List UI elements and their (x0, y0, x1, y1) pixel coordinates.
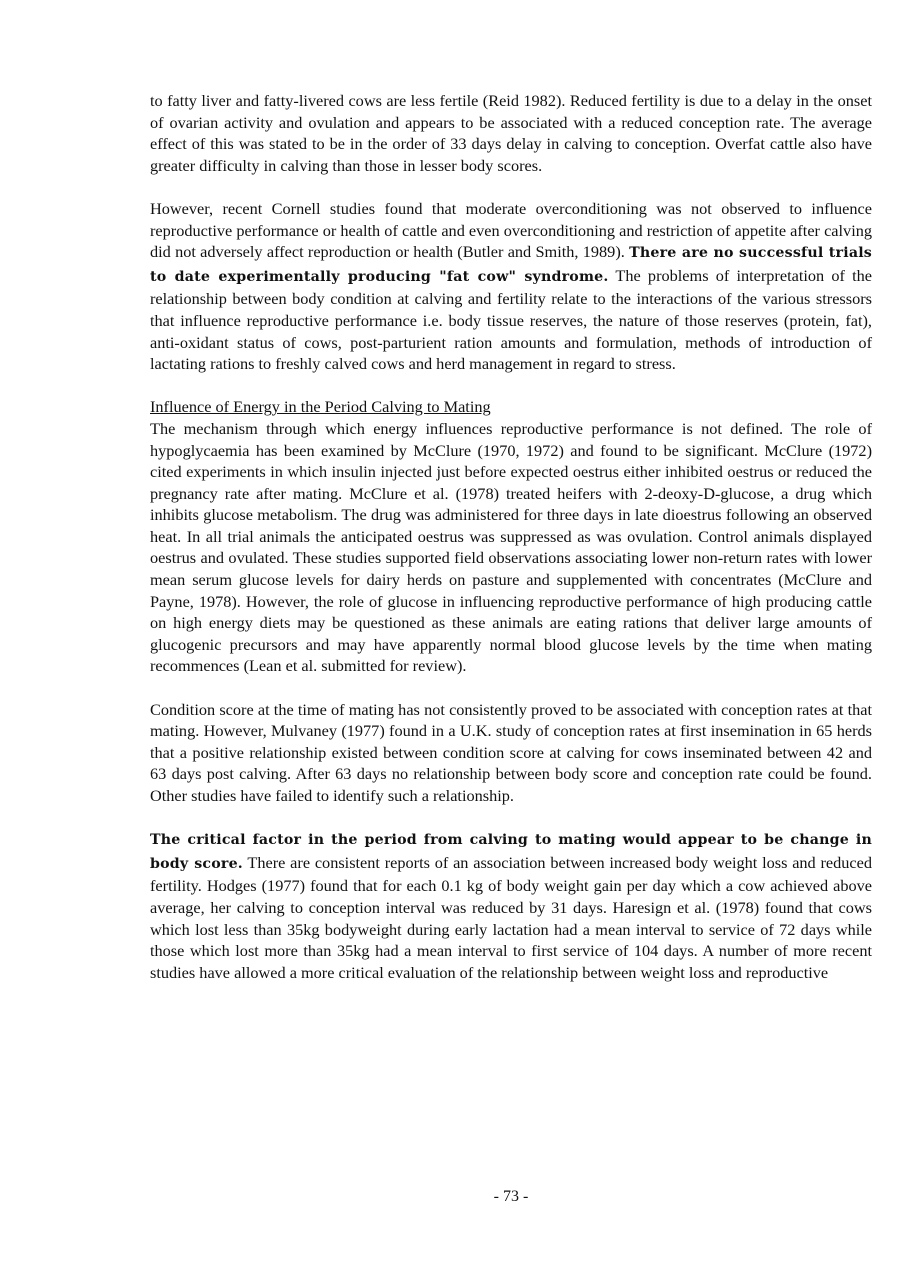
page-number: - 73 - (493, 1188, 529, 1205)
paragraph-text: However, recent Cornell studies found that moderate overconditioning was not observed to influence reproductive performance or health of cattle and even overconditioning and restriction of appetite after calving did not adversely affect reproduction or health (Butler and Smith, 1989). (150, 198, 872, 262)
paragraph-condition-score: Condition score at the time of mating has not consistently proved to be associated with conception rates at that mating. However, Mulvaney (1977) found in a U.K. study of conception rates at first insemination in 65 herds that a positive relationship existed between condition score at calving for cows inseminated between 42 and 63 days post calving. After 63 days no relationship between body score and conception rate could be found. Other studies have failed to identify such a relationship. (150, 699, 872, 805)
paragraph-text: There are consistent reports of an association between increased body weight loss and reduced fertility. Hodges (1977) found that for each 0.1 kg of body weight gain per day which a cow achieved above average, her calving to conception interval was reduced by 31 days. Haresign et al. (1978) found that cows which lost less than 35kg bodyweight during early lactation had a mean interval to service of 72 days while those which lost more than 35kg had a mean interval to first service of 104 days. A number of more recent studies have allowed a more critical evaluation of the relationship between weight loss and reproductive (150, 852, 873, 982)
document-body (150, 90, 872, 1005)
bold-statement: The critical factor in the period from calving to mating would appear to be change in body score. (150, 832, 872, 872)
paragraph-fatty-liver: to fatty liver and fatty-livered cows are less fertile (Reid 1982). Reduced fertility is due to a delay in the onset of ovarian activity and ovulation and appears to be associated with a reduced conception rate. The average effect of this was stated to be in the order of 33 days delay in calving to conception. Overfat cattle also have greater difficulty in calving than those in lesser body scores. (150, 91, 872, 175)
paragraph-text: The problems of interpretation of the relationship between body condition at calving and fertility relate to the interactions of the various stressors that influence reproductive performance i.e. body tissue reserves, the nature of those reserves (protein, fat), anti-oxidant status of cows, post-parturient ration amounts and formulation, methods of introduction of lactating rations to freshly calved cows and herd management in regard to stress. (150, 265, 872, 374)
paragraph-critical-factor (150, 828, 872, 983)
section-heading: Influence of Energy in the Period Calving to Mating (150, 397, 491, 417)
bold-statement: There are no successful trials to date experimentally producing "fat cow" syndrome. (150, 245, 872, 285)
paragraph-energy-mechanism: The mechanism through which energy influences reproductive performance is not defined. The role of hypoglycaemia has been examined by McClure (1970, 1972) and found to be significant. McClure (1972) cited experiments in which insulin injected just before expected oestrus either inhibited oestrus or reduced the pregnancy rate after mating. McClure et al. (1978) treated heifers with 2-deoxy-D-glucose, a drug which inhibits glucose metabolism. The drug was administered for three days in late dioestrus following an observed heat. In all trial animals the anticipated oestrus was suppressed as was ovulation. Control animals displayed oestrus and ovulated. These studies supported field observations associating lower non-return rates with lower mean serum glucose levels for dairy herds on pasture and supplemented with concentrates (McClure and Payne, 1978). However, the role of glucose in influencing reproductive performance of high producing cattle on high energy diets may be questioned as these animals are eating rations that deliver large amounts of glucogenic precursors and may have apparently normal blood glucose levels by the time when mating recommences (Lean et al. submitted for review). (150, 418, 872, 676)
paragraph-cornell-studies (150, 198, 872, 375)
section-energy (150, 396, 872, 677)
